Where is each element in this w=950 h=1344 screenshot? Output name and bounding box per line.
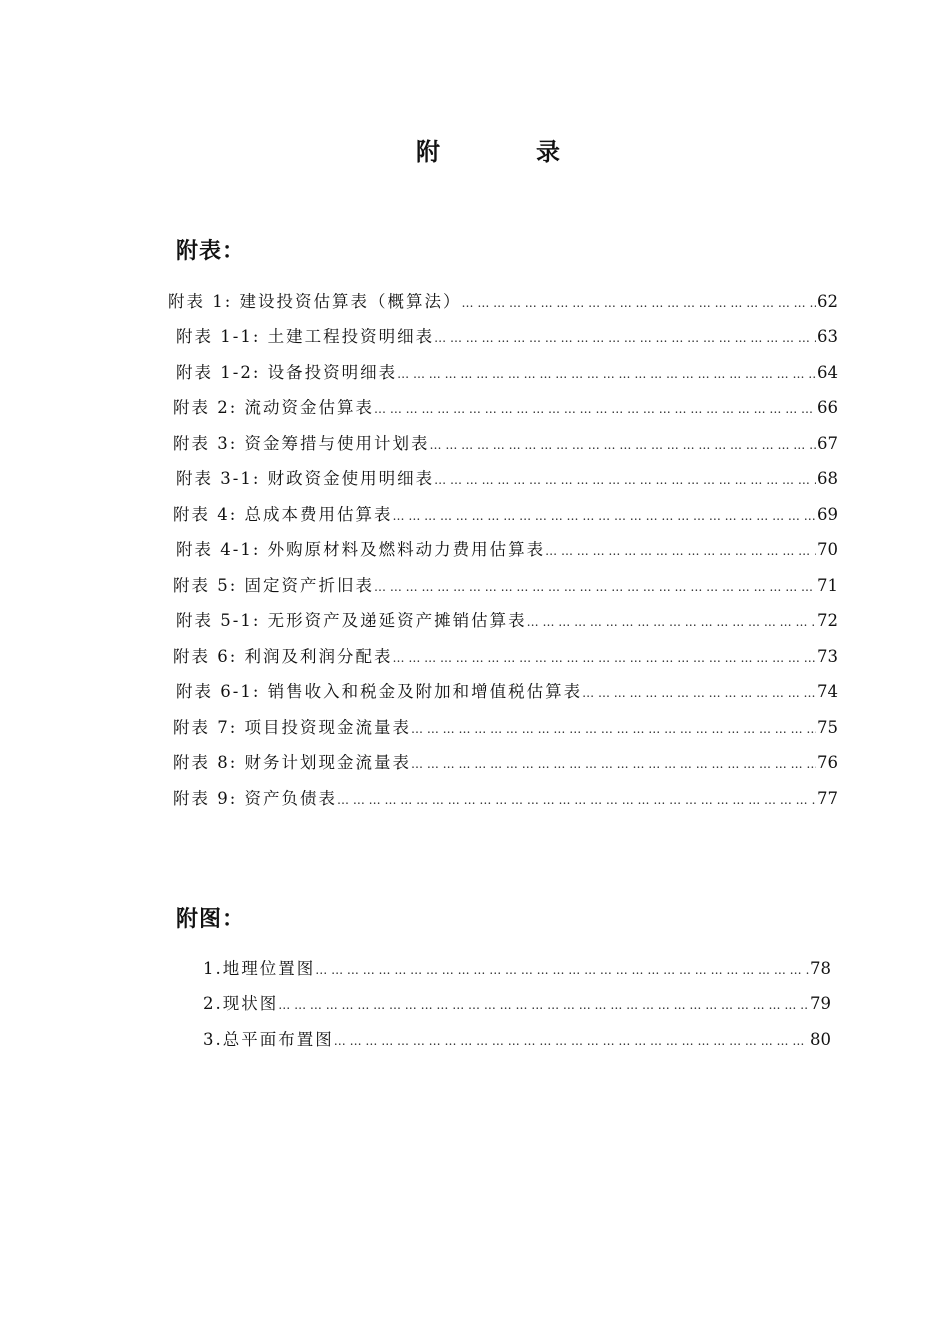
toc-dot-leader (411, 757, 816, 771)
toc-entry[interactable] (173, 749, 838, 775)
toc-entry-page: 78 (810, 959, 831, 978)
toc-entry-label: 附表 1: 建设投资估算表（概算法） (168, 292, 462, 311)
toc-entry-page: 64 (817, 363, 838, 382)
toc-entry[interactable] (176, 323, 838, 349)
toc-entry-page: 76 (817, 753, 838, 772)
toc-dot-leader (397, 367, 816, 381)
toc-entry[interactable] (176, 607, 838, 633)
toc-entry-page: 74 (817, 682, 838, 701)
toc-entry-label: 3.总平面布置图 (203, 1030, 334, 1049)
toc-entry-page: 63 (817, 327, 838, 346)
toc-entry[interactable] (173, 501, 838, 527)
toc-entry-label: 附表 4: 总成本费用估算表 (173, 505, 393, 524)
toc-entry[interactable] (173, 572, 838, 598)
toc-entry-page: 68 (817, 469, 838, 488)
toc-entry-label: 附表 5-1: 无形资产及递延资产摊销估算表 (176, 611, 527, 630)
toc-entry-label: 附表 3-1: 财政资金使用明细表 (176, 469, 435, 488)
toc-dot-leader (337, 793, 816, 807)
figures-section-heading: 附图： (176, 907, 246, 932)
toc-entry[interactable] (168, 288, 838, 314)
toc-dot-leader (582, 686, 816, 700)
toc-entry-page: 67 (817, 434, 838, 453)
toc-entry[interactable] (176, 536, 838, 562)
toc-entry[interactable] (173, 430, 838, 456)
toc-entry-page: 62 (817, 292, 838, 311)
toc-entry-label: 2.现状图 (203, 994, 279, 1013)
toc-dot-leader (393, 509, 816, 523)
toc-dot-leader (430, 438, 816, 452)
toc-entry-label: 附表 5: 固定资产折旧表 (173, 576, 375, 595)
toc-dot-leader (434, 473, 816, 487)
toc-dot-leader (278, 998, 809, 1012)
toc-entry-page: 79 (810, 994, 831, 1013)
toc-entry-label: 附表 2: 流动资金估算表 (173, 398, 375, 417)
toc-entry[interactable] (173, 394, 838, 420)
toc-entry[interactable] (176, 465, 838, 491)
toc-dot-leader (434, 331, 816, 345)
toc-dot-leader (411, 722, 816, 736)
toc-entry[interactable] (173, 643, 838, 669)
toc-dot-leader (334, 1034, 809, 1048)
toc-entry-page: 66 (817, 398, 838, 417)
toc-entry[interactable] (173, 785, 838, 811)
page-title: 附 录 (416, 138, 596, 166)
toc-entry-label: 附表 1-2: 设备投资明细表 (176, 363, 398, 382)
toc-entry-page: 72 (817, 611, 838, 630)
toc-dot-leader (545, 544, 816, 558)
toc-entry[interactable] (203, 1026, 831, 1052)
toc-entry-label: 附表 3: 资金筹措与使用计划表 (173, 434, 430, 453)
toc-entry-page: 73 (817, 647, 838, 666)
toc-entry-label: 附表 8: 财务计划现金流量表 (173, 753, 412, 772)
toc-entry-page: 80 (810, 1030, 831, 1049)
toc-entry[interactable] (203, 990, 831, 1016)
toc-entry-page: 71 (817, 576, 838, 595)
toc-entry[interactable] (176, 678, 838, 704)
toc-dot-leader (462, 296, 816, 310)
toc-entry-label: 附表 1-1: 土建工程投资明细表 (176, 327, 435, 346)
toc-entry[interactable] (203, 955, 831, 981)
toc-entry-label: 1.地理位置图 (203, 959, 316, 978)
toc-dot-leader (315, 963, 809, 977)
toc-dot-leader (393, 651, 816, 665)
toc-entry[interactable] (173, 714, 838, 740)
toc-entry-label: 附表 4-1: 外购原材料及燃料动力费用估算表 (176, 540, 546, 559)
toc-entry-page: 69 (817, 505, 838, 524)
toc-dot-leader (374, 580, 816, 594)
toc-entry-page: 75 (817, 718, 838, 737)
toc-entry-label: 附表 6-1: 销售收入和税金及附加和增值税估算表 (176, 682, 583, 701)
toc-entry-label: 附表 7: 项目投资现金流量表 (173, 718, 412, 737)
toc-entry-label: 附表 6: 利润及利润分配表 (173, 647, 393, 666)
toc-entry-page: 77 (817, 789, 838, 808)
toc-entry-label: 附表 9: 资产负债表 (173, 789, 338, 808)
toc-entry-page: 70 (817, 540, 838, 559)
toc-entry[interactable] (176, 359, 838, 385)
toc-dot-leader (374, 402, 816, 416)
tables-section-heading: 附表： (176, 239, 246, 264)
toc-dot-leader (527, 615, 816, 629)
